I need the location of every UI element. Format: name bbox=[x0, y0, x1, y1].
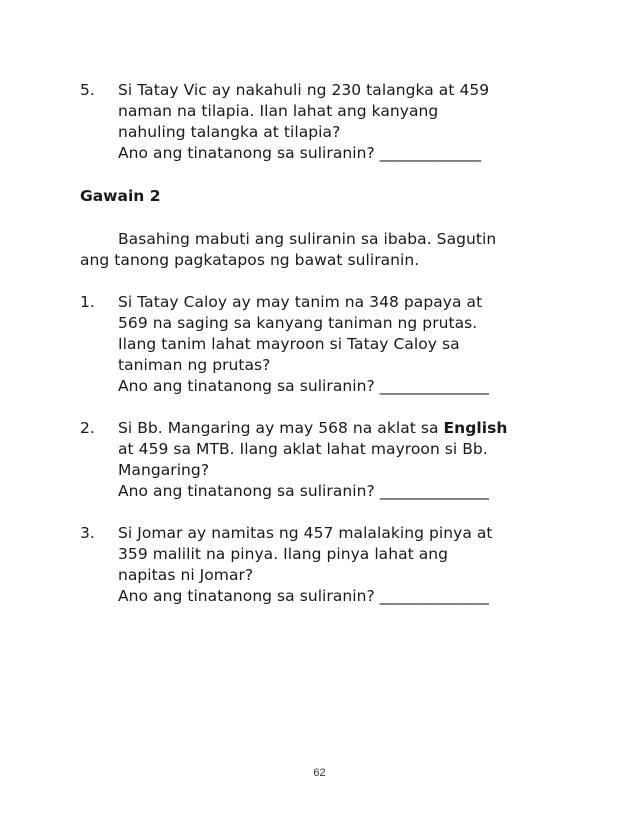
item-1-line-3: Ilang tanim lahat mayroon si Tatay Caloy sa bbox=[118, 335, 460, 353]
item-5-question: Ano ang tinatanong sa suliranin? _____________ bbox=[118, 144, 482, 162]
item-3-number: 3. bbox=[80, 524, 95, 542]
page-number: 62 bbox=[313, 767, 326, 779]
item-3-line-2: 359 malilit na pinya. Ilang pinya lahat ang bbox=[118, 545, 449, 563]
instruction-line-1: Basahing mabuti ang suliranin sa ibaba. Sagutin bbox=[118, 230, 497, 248]
item-2-line-1-text: Si Bb. Mangaring ay may 568 na aklat sa bbox=[118, 419, 444, 437]
section-heading: Gawain 2 bbox=[80, 187, 161, 205]
item-3-line-1: Si Jomar ay namitas ng 457 malalaking pinya at bbox=[118, 524, 493, 542]
item-5-line-2: naman na tilapia. Ilan lahat ang kanyang bbox=[118, 102, 439, 120]
item-1-line-4: taniman ng prutas? bbox=[118, 356, 271, 374]
item-3-line-3: napitas ni Jomar? bbox=[118, 566, 254, 584]
item-2-question: Ano ang tinatanong sa suliranin? ______________ bbox=[118, 482, 489, 500]
item-5-line-1: Si Tatay Vic ay nakahuli ng 230 talangka at 459 bbox=[118, 81, 490, 99]
item-1-question: Ano ang tinatanong sa suliranin? ______________ bbox=[118, 377, 489, 395]
item-2-line-3: Mangaring? bbox=[118, 461, 210, 479]
item-1-line-1: Si Tatay Caloy ay may tanim na 348 papaya at bbox=[118, 293, 483, 311]
item-1-line-2: 569 na saging sa kanyang taniman ng prutas. bbox=[118, 314, 478, 332]
item-5-number: 5. bbox=[80, 81, 95, 99]
item-1-number: 1. bbox=[80, 293, 95, 311]
instruction-line-2: ang tanong pagkatapos ng bawat suliranin. bbox=[80, 251, 420, 269]
item-5-line-3: nahuling talangka at tilapia? bbox=[118, 123, 341, 141]
item-2-line-1 bbox=[118, 418, 508, 438]
item-2-line-2: at 459 sa MTB. Ilang aklat lahat mayroon si Bb. bbox=[118, 440, 488, 458]
item-2-bold-word: English bbox=[443, 419, 508, 437]
item-2-number: 2. bbox=[80, 419, 95, 437]
item-3-question: Ano ang tinatanong sa suliranin? ______________ bbox=[118, 587, 489, 605]
